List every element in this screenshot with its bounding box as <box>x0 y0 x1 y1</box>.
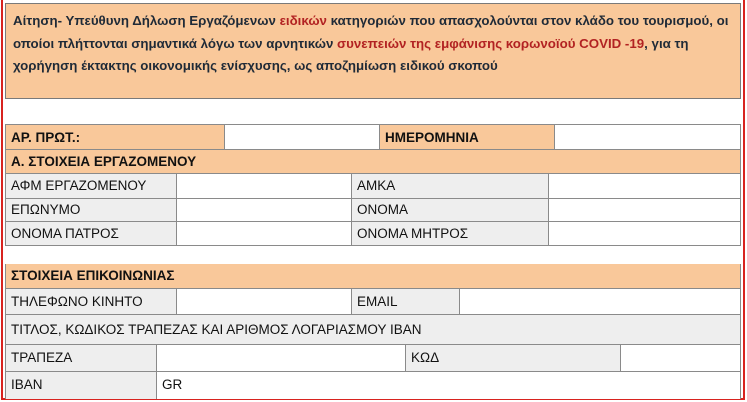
bank-field[interactable] <box>156 345 405 372</box>
name-field[interactable] <box>548 199 741 222</box>
header-text-highlight-2: συνεπειών της εμφάνισης κορωνοϊού COVID -19 <box>337 35 645 51</box>
email-field[interactable] <box>459 289 741 315</box>
employee-section-title: Α. ΣΤΟΙΧΕΙΑ ΕΡΓΑΖΟΜΕΝΟΥ <box>5 150 741 174</box>
name-label: ΟΝΟΜΑ <box>351 199 548 222</box>
protocol-number-field[interactable] <box>224 124 379 150</box>
iban-field[interactable]: GR <box>156 372 741 399</box>
bank-section-title: ΤΙΤΛΟΣ, ΚΩΔΙΚΟΣ ΤΡΑΠΕΖΑΣ ΚΑΙ ΑΡΙΘΜΟΣ ΛΟΓΑΡΙΑΣΜΟΥ IBAN <box>5 315 741 345</box>
surname-label: ΕΠΩΝΥΜΟ <box>5 199 176 222</box>
mobile-phone-label: ΤΗΛΕΦΩΝΟ ΚΙΝΗΤΟ <box>5 289 176 315</box>
afm-label: ΑΦΜ ΕΡΓΑΖΟΜΕΝΟΥ <box>5 174 176 199</box>
amka-field[interactable] <box>548 174 741 199</box>
header-text-3: , για τη χορήγηση έκτακτης οικονομικής ενίσχυσης, ως αποζημίωση ειδικού σκοπού <box>13 35 689 73</box>
bank-code-field[interactable] <box>620 345 741 372</box>
iban-label: IBAN <box>5 372 156 399</box>
bank-label: ΤΡΑΠΕΖΑ <box>5 345 156 372</box>
amka-label: ΑΜΚΑ <box>351 174 548 199</box>
header-text-2: κατηγοριών που απασχολούνται στον κλάδο του τουρισμού, οι οποίοι πλήττονται σημαντικά λόγω των αρνητικών <box>13 13 729 51</box>
protocol-number-label: ΑΡ. ΠΡΩΤ.: <box>5 124 224 150</box>
bank-code-label: ΚΩΔ <box>405 345 620 372</box>
date-label: ΗΜΕΡΟΜΗΝΙΑ <box>379 124 554 150</box>
header-text-1: Αίτηση- Υπεύθυνη Δήλωση Εργαζόμενων <box>13 13 280 28</box>
email-label: EMAIL <box>351 289 459 315</box>
date-field[interactable] <box>554 124 741 150</box>
mobile-phone-field[interactable] <box>176 289 351 315</box>
father-name-label: ΟΝΟΜΑ ΠΑΤΡΟΣ <box>5 222 176 246</box>
surname-field[interactable] <box>176 199 351 222</box>
contact-section-title: ΣΤΟΙΧΕΙΑ ΕΠΙΚΟΙΝΩΝΙΑΣ <box>5 264 741 289</box>
father-name-field[interactable] <box>176 222 351 246</box>
header-text-highlight-1: ειδικών <box>279 13 327 28</box>
form-header <box>5 3 741 99</box>
mother-name-field[interactable] <box>548 222 741 246</box>
afm-field[interactable] <box>176 174 351 199</box>
mother-name-label: ΟΝΟΜΑ ΜΗΤΡΟΣ <box>351 222 548 246</box>
